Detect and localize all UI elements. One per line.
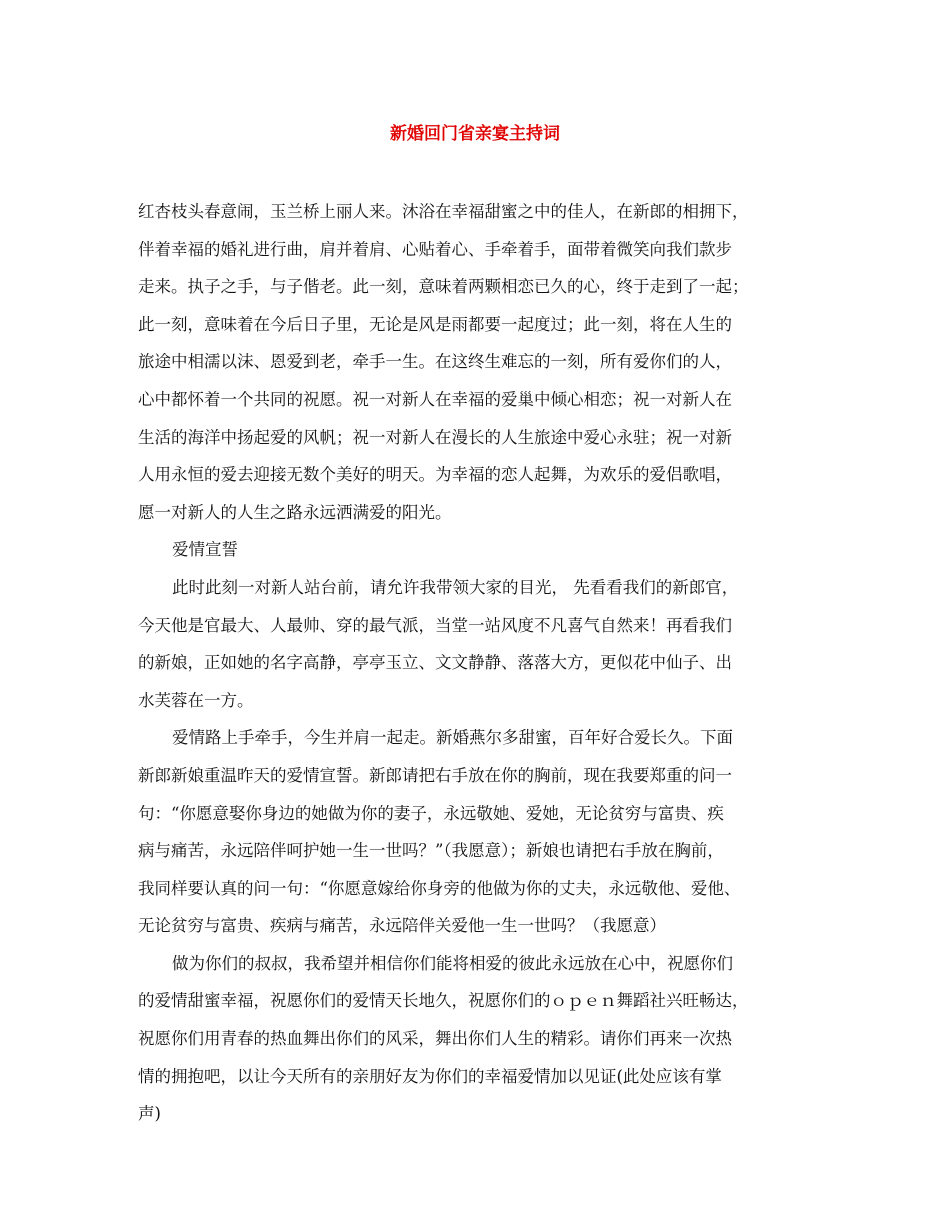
text-line: 走来。执子之手，与子偕老。此一刻，意味着两颗相恋已久的心，终于走到了一起；: [138, 277, 749, 297]
paragraph-first-line: 做为你们的叔叔，我希望并相信你们能将相爱的彼此永远放在心中，祝愿你们: [172, 953, 733, 973]
text-line: 今天他是官最大、人最帅、穿的最气派，当堂一站风度不凡喜气自然来！再看我们: [138, 615, 732, 635]
text-line: 病与痛苦，永远陪伴呵护她一生一世吗？”（我愿意）；新娘也请把右手放在胸前，: [138, 841, 724, 861]
text-line: 我同样要认真的问一句：“你愿意嫁给你身旁的他做为你的丈夫，永远敬他、爱他、: [138, 878, 741, 898]
text-line: 旅途中相濡以沫、恩爱到老，牵手一生。在这终生难忘的一刻，所有爱你们的人，: [138, 352, 732, 372]
paragraph-first-line: 此时此刻一对新人站台前，请允许我带领大家的目光， 先看看我们的新郎官，: [172, 577, 739, 597]
text-line: 愿一对新人的人生之路永远洒满爱的阳光。: [138, 502, 452, 522]
text-line: 声): [138, 1104, 161, 1124]
text-line: 的新娘，正如她的名字高静，亭亭玉立、文文静静、落落大方，更似花中仙子、出: [138, 653, 732, 673]
text-line: 生活的海洋中扬起爱的风帆；祝一对新人在漫长的人生旅途中爱心永驻；祝一对新: [138, 427, 732, 447]
text-line: 伴着幸福的婚礼进行曲，肩并着肩、心贴着心、手牵着手，面带着微笑向我们款步: [138, 239, 732, 259]
text-line: 心中都怀着一个共同的祝愿。祝一对新人在幸福的爱巢中倾心相恋；祝一对新人在: [138, 389, 732, 409]
text-line: 祝愿你们用青春的热血舞出你们的风采，舞出你们人生的精彩。请你们再来一次热: [138, 1029, 732, 1049]
text-line: 情的拥抱吧，以让今天所有的亲朋好友为你们的幸福爱情加以见证(此处应该有掌: [138, 1066, 722, 1086]
text-line: 新郎新娘重温昨天的爱情宣誓。新郎请把右手放在你的胸前，现在我要郑重的问一: [138, 765, 732, 785]
paragraph-first-line: 爱情路上手牵手，今生并肩一起走。新婚燕尔多甜蜜，百年好合爱长久。下面: [172, 728, 733, 748]
document-body: [138, 193, 828, 1133]
text-line: 的爱情甜蜜幸福，祝愿你们的爱情天长地久，祝愿你们的ｏｐｅｎ舞蹈社兴旺畅达，: [138, 991, 749, 1011]
document-title: 新婚回门省亲宴主持词: [390, 124, 560, 144]
text-line: 人用永恒的爱去迎接无数个美好的明天。为幸福的恋人起舞，为欢乐的爱侣歌唱，: [138, 465, 732, 485]
text-line: 句：“你愿意娶你身边的她做为你的妻子，永远敬她、爱她，无论贫穷与富贵、疾: [138, 803, 724, 823]
text-line: 水芙蓉在一方。: [138, 690, 254, 710]
text-line: 无论贫穷与富贵、疾病与痛苦，永远陪伴关爱他一生一世吗？（我愿意）: [138, 916, 666, 936]
text-line: 此一刻，意味着在今后日子里，无论是风是雨都要一起度过；此一刻，将在人生的: [138, 314, 732, 334]
text-line: 红杏枝头春意闹，玉兰桥上丽人来。沐浴在幸福甜蜜之中的佳人，在新郎的相拥下，: [138, 202, 749, 221]
paragraph-first-line: 爱情宣誓: [172, 540, 238, 560]
